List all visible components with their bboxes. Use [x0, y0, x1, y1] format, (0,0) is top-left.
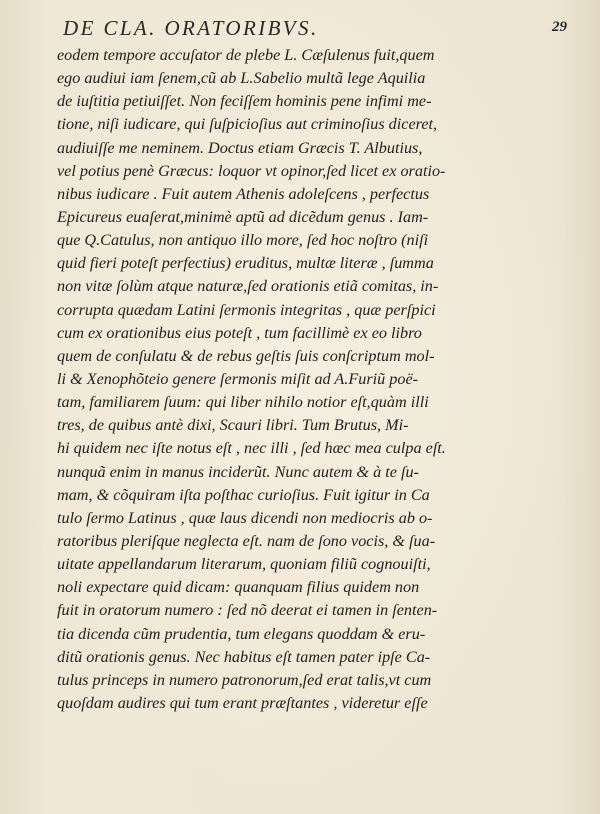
page-number: 29 — [552, 19, 567, 35]
text-line: ratoribus pleriſque neglecta eſt. nam de ſono vocis, & ſua- — [57, 531, 436, 550]
text-line: uitate appellandarum literarum, quoniam filiũ cognouiſti, — [57, 555, 431, 574]
text-line: tia dicenda cũm prudentia, tum elegans quoddam & eru- — [57, 624, 426, 643]
text-line: tam, familiarem ſuum: qui liber nihilo notior eſt,quàm illi — [57, 393, 429, 412]
text-line: noli expectare quid dicam: quanquam filius quidem non — [57, 578, 420, 597]
text-line: cum ex orationibus eius poteſt , tum facillimè ex eo libro — [57, 323, 422, 342]
text-line: tulo ſermo Latinus , quæ laus dicendi non mediocris ab o- — [57, 508, 433, 527]
text-line: fuit in oratorum numero : ſed nõ deerat ei tamen in ſenten- — [57, 601, 438, 620]
text-line: nunquã enim in manus inciderũt. Nunc autem & à te ſu- — [57, 462, 419, 481]
text-line: audiuiſſe me neminem. Doctus etiam Græcis T. Albutius, — [57, 138, 423, 157]
text-line: de iuſtitia petiuiſſet. Non feciſſem hominis pene infimi me- — [57, 92, 432, 111]
text-line: non vitæ ſolùm atque naturæ,ſed orationis etiã comitas, in- — [57, 277, 439, 296]
text-line: ego audiui iam ſenem,cũ ab L.Sabelio multã lege Aquilia — [57, 69, 426, 88]
text-line: ditũ orationis genus. Nec habitus eſt tamen pater ipſe Ca- — [57, 647, 431, 666]
text-line: mam, & cõquiram iſta poſthac curioſius. Fuit igitur in Ca — [57, 485, 430, 504]
text-line: quem de conſulatu & de rebus geſtis ſuis conſcriptum mol- — [57, 346, 435, 365]
text-line: tulus princeps in numero patronorum,ſed erat talis,vt cum — [57, 670, 432, 689]
text-line: quoſdam audires qui tum erant præſtantes , videretur eſſe — [57, 693, 428, 712]
text-line: vel potius penè Græcus: loquor vt opinor,ſed licet ex oratio- — [57, 161, 446, 180]
text-line: li & Xenophõteio genere ſermonis miſit ad A.Furiũ poë- — [57, 369, 419, 388]
text-line: nibus iudicare . Fuit autem Athenis adoleſcens , perfectus — [57, 184, 430, 203]
text-line: hi quidem nec iſte notus eſt , nec illi , ſed hæc mea culpa eſt. — [57, 439, 446, 458]
body-text — [57, 44, 577, 715]
text-line: tione, niſi iudicare, qui ſuſpicioſius aut criminoſius diceret, — [57, 115, 438, 134]
text-line: corrupta quædam Latini ſermonis integritas , quæ perſpici — [57, 300, 436, 319]
text-line: Epicureus euaſerat,minimè aptũ ad dicẽdum genus . Iam- — [57, 207, 429, 226]
text-line: que Q.Catulus, non antiquo illo more, ſed hoc noſtro (niſi — [57, 231, 429, 250]
running-title: DE CLA. ORATORIBVS. — [63, 16, 319, 40]
text-line: tres, de quibus antè dixi, Scauri libri. Tum Brutus, Mi- — [57, 416, 409, 435]
page-header — [57, 16, 567, 46]
text-line: eodem tempore accuſator de plebe L. Cæſulenus fuit,quem — [57, 46, 435, 64]
text-line: quid fieri poteſt perfectius) eruditus, multæ literæ , ſumma — [57, 254, 434, 273]
